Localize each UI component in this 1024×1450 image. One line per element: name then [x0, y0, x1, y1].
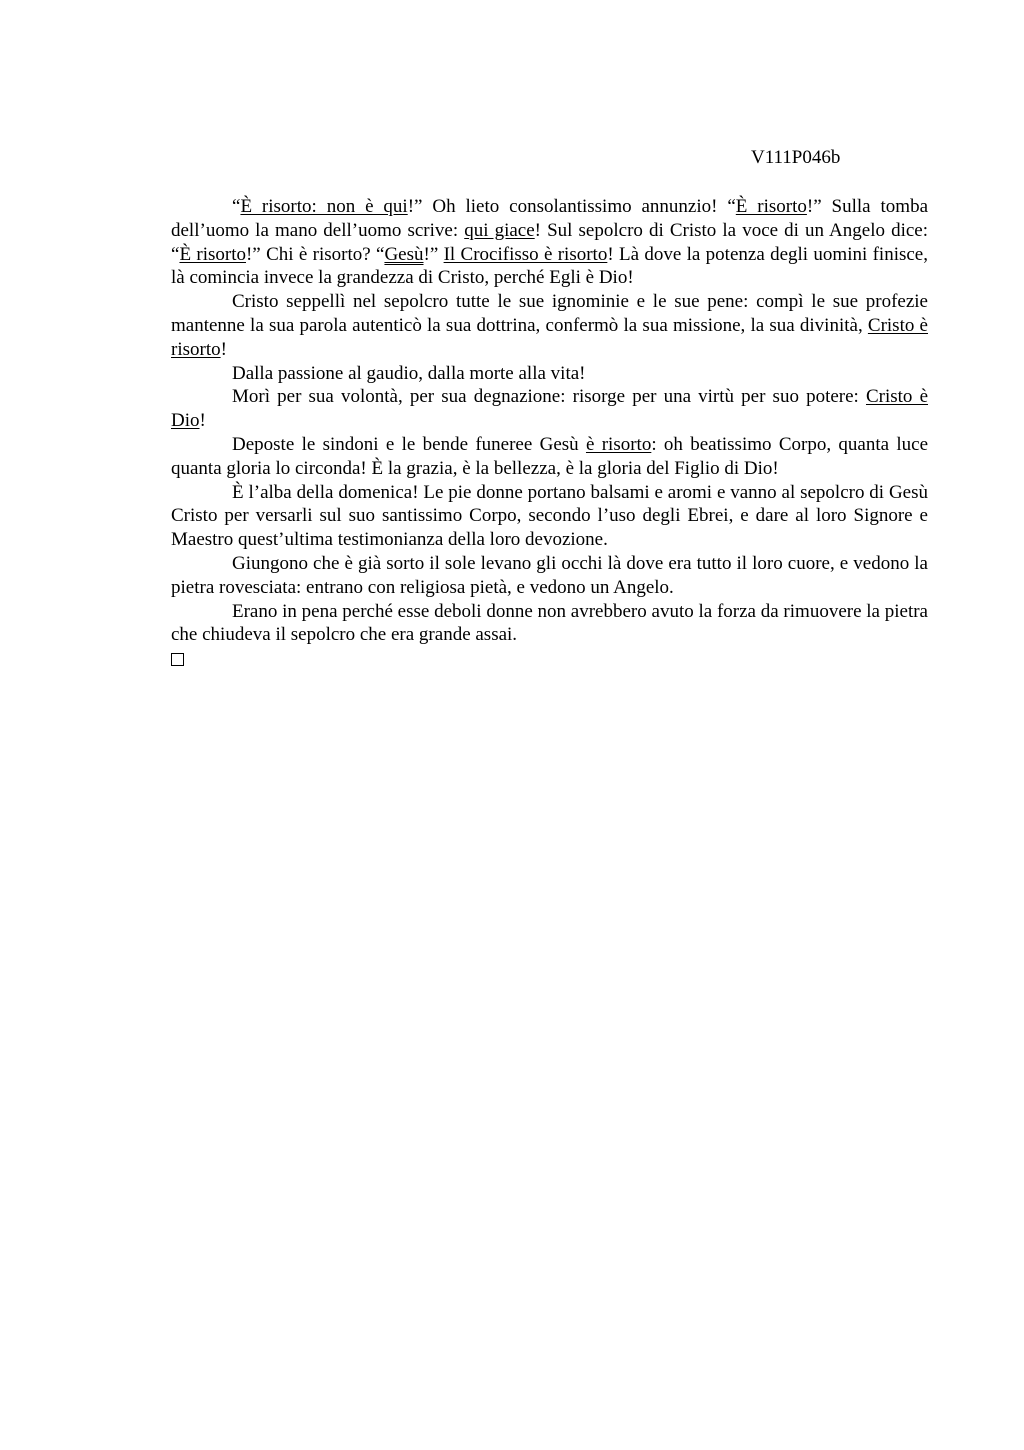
text-segment: È l’alba della domenica! Le pie donne portano balsami e aromi e vanno al sepolcro di Gesù Cristo per versarli sul suo santissimo Corpo, secondo l’uso degli Ebrei, e dare al loro Signore e Maestro quest’ultima testimonianza della loro devozione. [171, 481, 928, 551]
document-body [171, 195, 928, 666]
page-code: V111P046b [751, 147, 841, 168]
paragraph-list [171, 195, 928, 647]
paragraph-p8 [171, 600, 928, 648]
underlined-text: È risorto [735, 196, 807, 217]
paragraph-p5 [171, 433, 928, 481]
text-segment: Cristo seppellì nel sepolcro tutte le sue ignominie e le sue pene: compì le sue profezie mantenne la sua parola autenticò la sua dottrina, confermò la sua missione, la sua divinità, [171, 291, 928, 336]
paragraph-p1 [171, 195, 928, 290]
text-segment: !” Chi è risorto? “ [245, 243, 385, 265]
underlined-text: Cristo è Dio [171, 386, 929, 432]
text-segment: ! [220, 338, 227, 360]
text-segment: : oh beatissimo Corpo, quanta luce quanta gloria lo circonda! È la grazia, è la bellezza, è la gloria del Figlio di Dio! [171, 433, 928, 479]
text-segment: ! [199, 410, 206, 432]
underlined-text: Il Crocifisso è risorto [443, 243, 608, 265]
text-segment: ! Là dove la potenza degli uomini finisce, là comincia invece la grandezza di Cristo, perché Egli è Dio! [171, 243, 928, 289]
text-segment: Dalla passione al gaudio, dalla morte alla vita! [232, 362, 586, 384]
underlined-text: è risorto [585, 433, 652, 455]
paragraph-p6 [171, 481, 928, 552]
underlined-text: qui giace [464, 219, 535, 241]
underlined-text: È risorto [179, 243, 246, 265]
paragraph-p7 [171, 552, 928, 600]
paragraph-p3 [171, 362, 928, 386]
text-segment: Erano in pena perché esse deboli donne non avrebbero avuto la forza da rimuovere la pietra che chiudeva il sepolcro che era grande assai. [171, 600, 928, 646]
end-marker-box-icon [171, 653, 184, 666]
text-segment: “ [232, 196, 241, 217]
paragraph-p2 [171, 290, 928, 361]
underlined-text: È risorto: non è qui [240, 196, 408, 217]
text-segment: Deposte le sindoni e le bende funeree Gesù [232, 433, 586, 455]
paragraph-p4 [171, 385, 928, 433]
text-segment: Morì per sua volontà, per sua degnazione: risorge per una virtù per suo potere: [232, 386, 866, 408]
underlined-text: Cristo è risorto [171, 314, 928, 360]
text-segment: ! Sul sepolcro di Cristo la voce di un Angelo dice: “ [171, 219, 929, 265]
text-segment: Giungono che è già sorto il sole levano gli occhi là dove era tutto il loro cuore, e vedono la pietra rovesciata: entrano con religiosa pietà, e vedono un Angelo. [171, 552, 928, 598]
underlined-text: Gesù [384, 243, 424, 265]
text-segment: !” Sulla tomba dell’uomo la mano dell’uomo scrive: [171, 196, 929, 241]
text-segment: !” Oh lieto consolantissimo annunzio! “ [407, 196, 736, 217]
text-segment: !” [423, 243, 444, 265]
